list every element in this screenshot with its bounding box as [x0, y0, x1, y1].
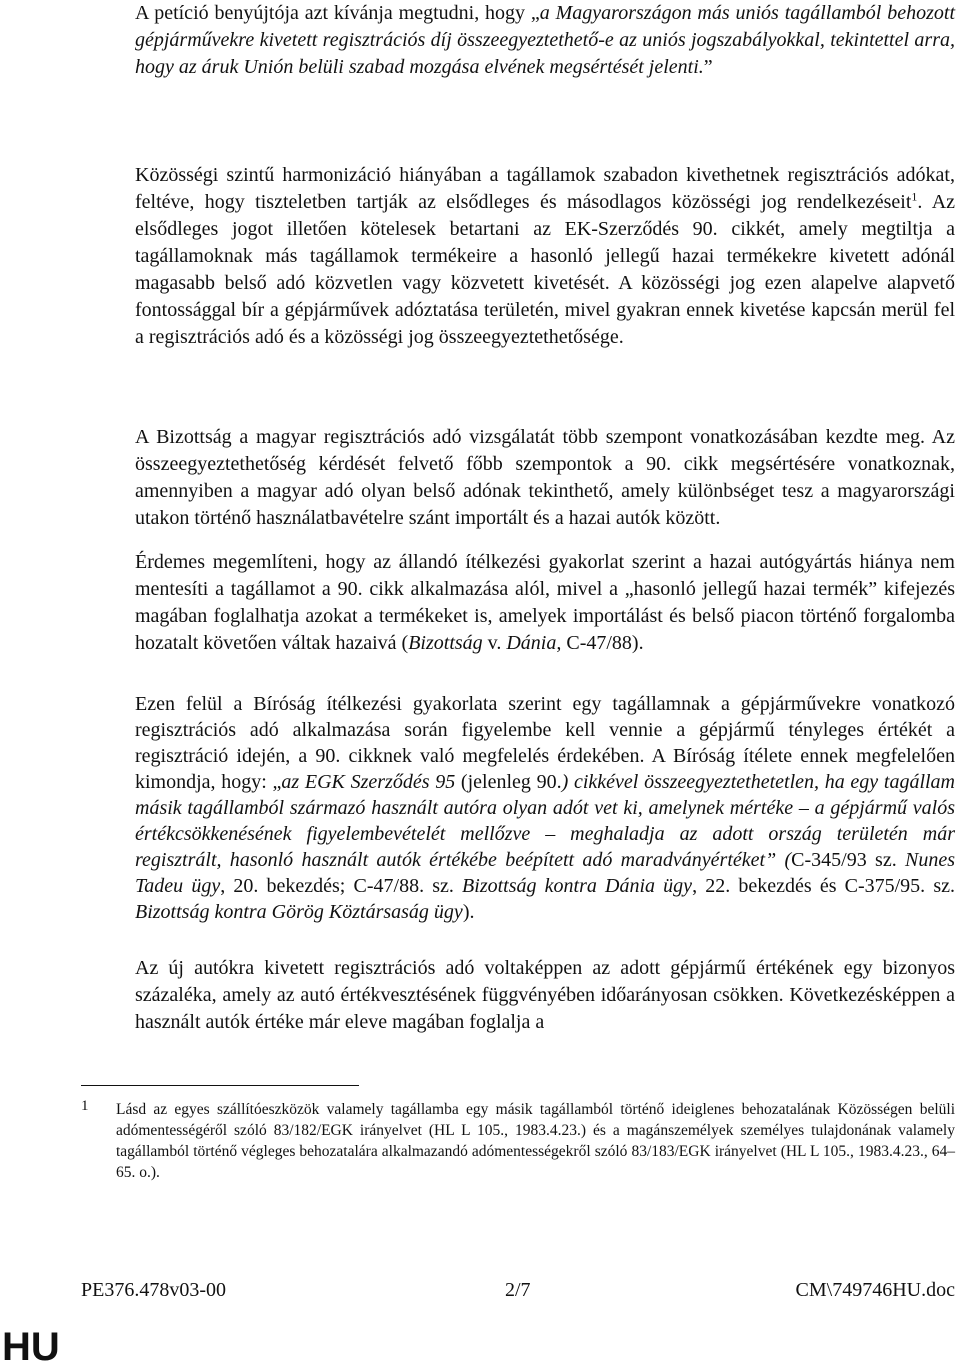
text-run: Nunes Tadeu ügy — [135, 849, 956, 897]
text-run: ) cikkével összeegyeztethetetlen, ha egy tagállam másik tagállamból származó használt autóra olyan adót vet ki, amelynek mértéke – a gépjármű valós értékcsökkenésének figyelembevételét mellőzve – meghaladja az adott ország területén már regisztrált, hasonló használt autók értékébe beépített adó maradványértéket” ( — [135, 771, 955, 871]
footer-page-number: 2/7 — [505, 1279, 531, 1301]
footnote-number: 1 — [81, 1098, 89, 1114]
text-run: Dánia, — [506, 632, 562, 654]
paragraph-court-practice — [135, 691, 955, 925]
text-run: C-47/88). — [561, 632, 644, 654]
paragraph-case-law-domestic-production — [135, 549, 955, 657]
footnote-text: Lásd az egyes szállítóeszközök valamely tagállamba egy másik tagállamból történő ideiglenes behozatalának Közösségen belüli adómentességéről szóló 83/182/EGK irányelvet (HL L 105., 1983.4.23.) és a magánszemélyek személyes tulajdonának valamely tagállamból történő végleges behozatalára alkalmazandó adómentességekről szóló 83/183/EGK irányelvet (HL L 105., 1983.4.23., 64–65. o.). — [116, 1101, 955, 1181]
text-run: . Az elsődleges jogot illetően kötelesek betartani az EK-Szerződés 90. cikkét, amely megtiltja a tagállamoknak más tagállamok termékeire a hasonló jellegű hazai termékekre kivetett adónál magasabb belső adó közvetlen vagy közvetett kivetését. A közösségi jog ezen alapelve alapvető fontossággal bír a gépjárművek adóztatása területén, mivel gyakran ennek kivetése kapcsán merül fel a regisztrációs adó és a közösségi jog összeegyeztethetősége. — [135, 191, 956, 348]
text-run: Az új autókra kivetett regisztrációs adó voltaképpen az adott gépjármű értékének egy bizonyos százaléka, amely az autó értékvesztésének függvényében időarányosan csökken. Következésképpen a használt autók értéke már eleve magában foglalja a — [135, 957, 955, 1033]
text-run: , 22. bekezdés és C-375/95. sz. — [692, 875, 956, 897]
text-run: A Bizottság a magyar regisztrációs adó vizsgálatát több szempont vonatkozásában kezdte meg. Az összeegyeztethetőség kérdését felvető főbb szempontok a 90. cikk megsértésére vonatkoznak, amennyiben a magyar adó olyan belső adónak tekinthető, amely különbséget tesz a magyarországi utakon történő használatbavételre szánt importált és a hazai autók között. — [135, 426, 955, 529]
footer-reference: PE376.478v03-00 — [81, 1279, 226, 1301]
text-run: Közösségi szintű harmonizáció hiányában a tagállamok szabadon kivethetnek regisztrációs adókat, feltéve, hogy tiszteletben tartják az elsődleges és másodlagos közösségi jog rendelkezéseit — [135, 164, 955, 213]
text-run: az EGK Szerződés 95 — [281, 771, 456, 793]
text-run: a Magyarországon más uniós tagállamból behozott gépjárművekre kivetett regisztrációs díj összeegyeztethető-e az uniós jogszabályokkal, tekintettel arra, hogy az áruk Unión belüli szabad mozgása elvének megsértését jelenti. — [135, 2, 955, 78]
text-run: Bizottság — [408, 632, 483, 654]
text-run: Bizottság kontra Görög Köztársaság ügy — [135, 901, 463, 923]
footnote — [81, 1099, 955, 1183]
paragraph-new-car-tax — [135, 955, 955, 1036]
text-run: , 20. bekezdés; C-47/88. sz. — [220, 875, 463, 897]
text-run: Érdemes megemlíteni, hogy az állandó ítélkezési gyakorlat szerint a hazai autógyártás hiánya nem mentesíti a tagállamot a 90. cikk alkalmazása alól, mivel a „hasonló jellegű hazai termék” kifejezés magában foglalhatja azokat a termékeket is, amelyek importálást és belső piacon történő forgalomba hozatalt követően váltak hazaivá ( — [135, 551, 955, 654]
language-code: HU — [2, 1325, 60, 1369]
text-run: ” — [703, 56, 713, 78]
paragraph-commission-review — [135, 424, 955, 532]
text-run: v. — [482, 632, 507, 654]
footnote-reference-mark: 1 — [911, 189, 918, 204]
page-footer — [81, 1279, 955, 1307]
text-run: ). — [462, 901, 475, 923]
paragraph-petition-question — [135, 0, 955, 81]
text-run: Ezen felül a Bíróság ítélkezési gyakorlata szerint egy tagállamnak a gépjárművekre vonatkozó regisztrációs adó alkalmazása során figyelembe kell vennie a gépjármű tényleges értékét a regisztráció idején, a 90. cikknek való megfelelés érdekében. A Bíróság ítélete ennek megfelelően kimondja, hogy: „ — [135, 693, 955, 793]
footnote-separator — [81, 1085, 359, 1086]
paragraph-harmonization — [135, 162, 955, 351]
text-run: Bizottság kontra Dánia ügy — [462, 875, 693, 897]
text-run: C-345/93 sz. — [791, 849, 906, 871]
text-run: A petíció benyújtója azt kívánja megtudni, hogy „ — [135, 2, 540, 24]
footer-document-id: CM\749746HU.doc — [795, 1279, 955, 1301]
text-run: (jelenleg 90. — [455, 771, 562, 793]
